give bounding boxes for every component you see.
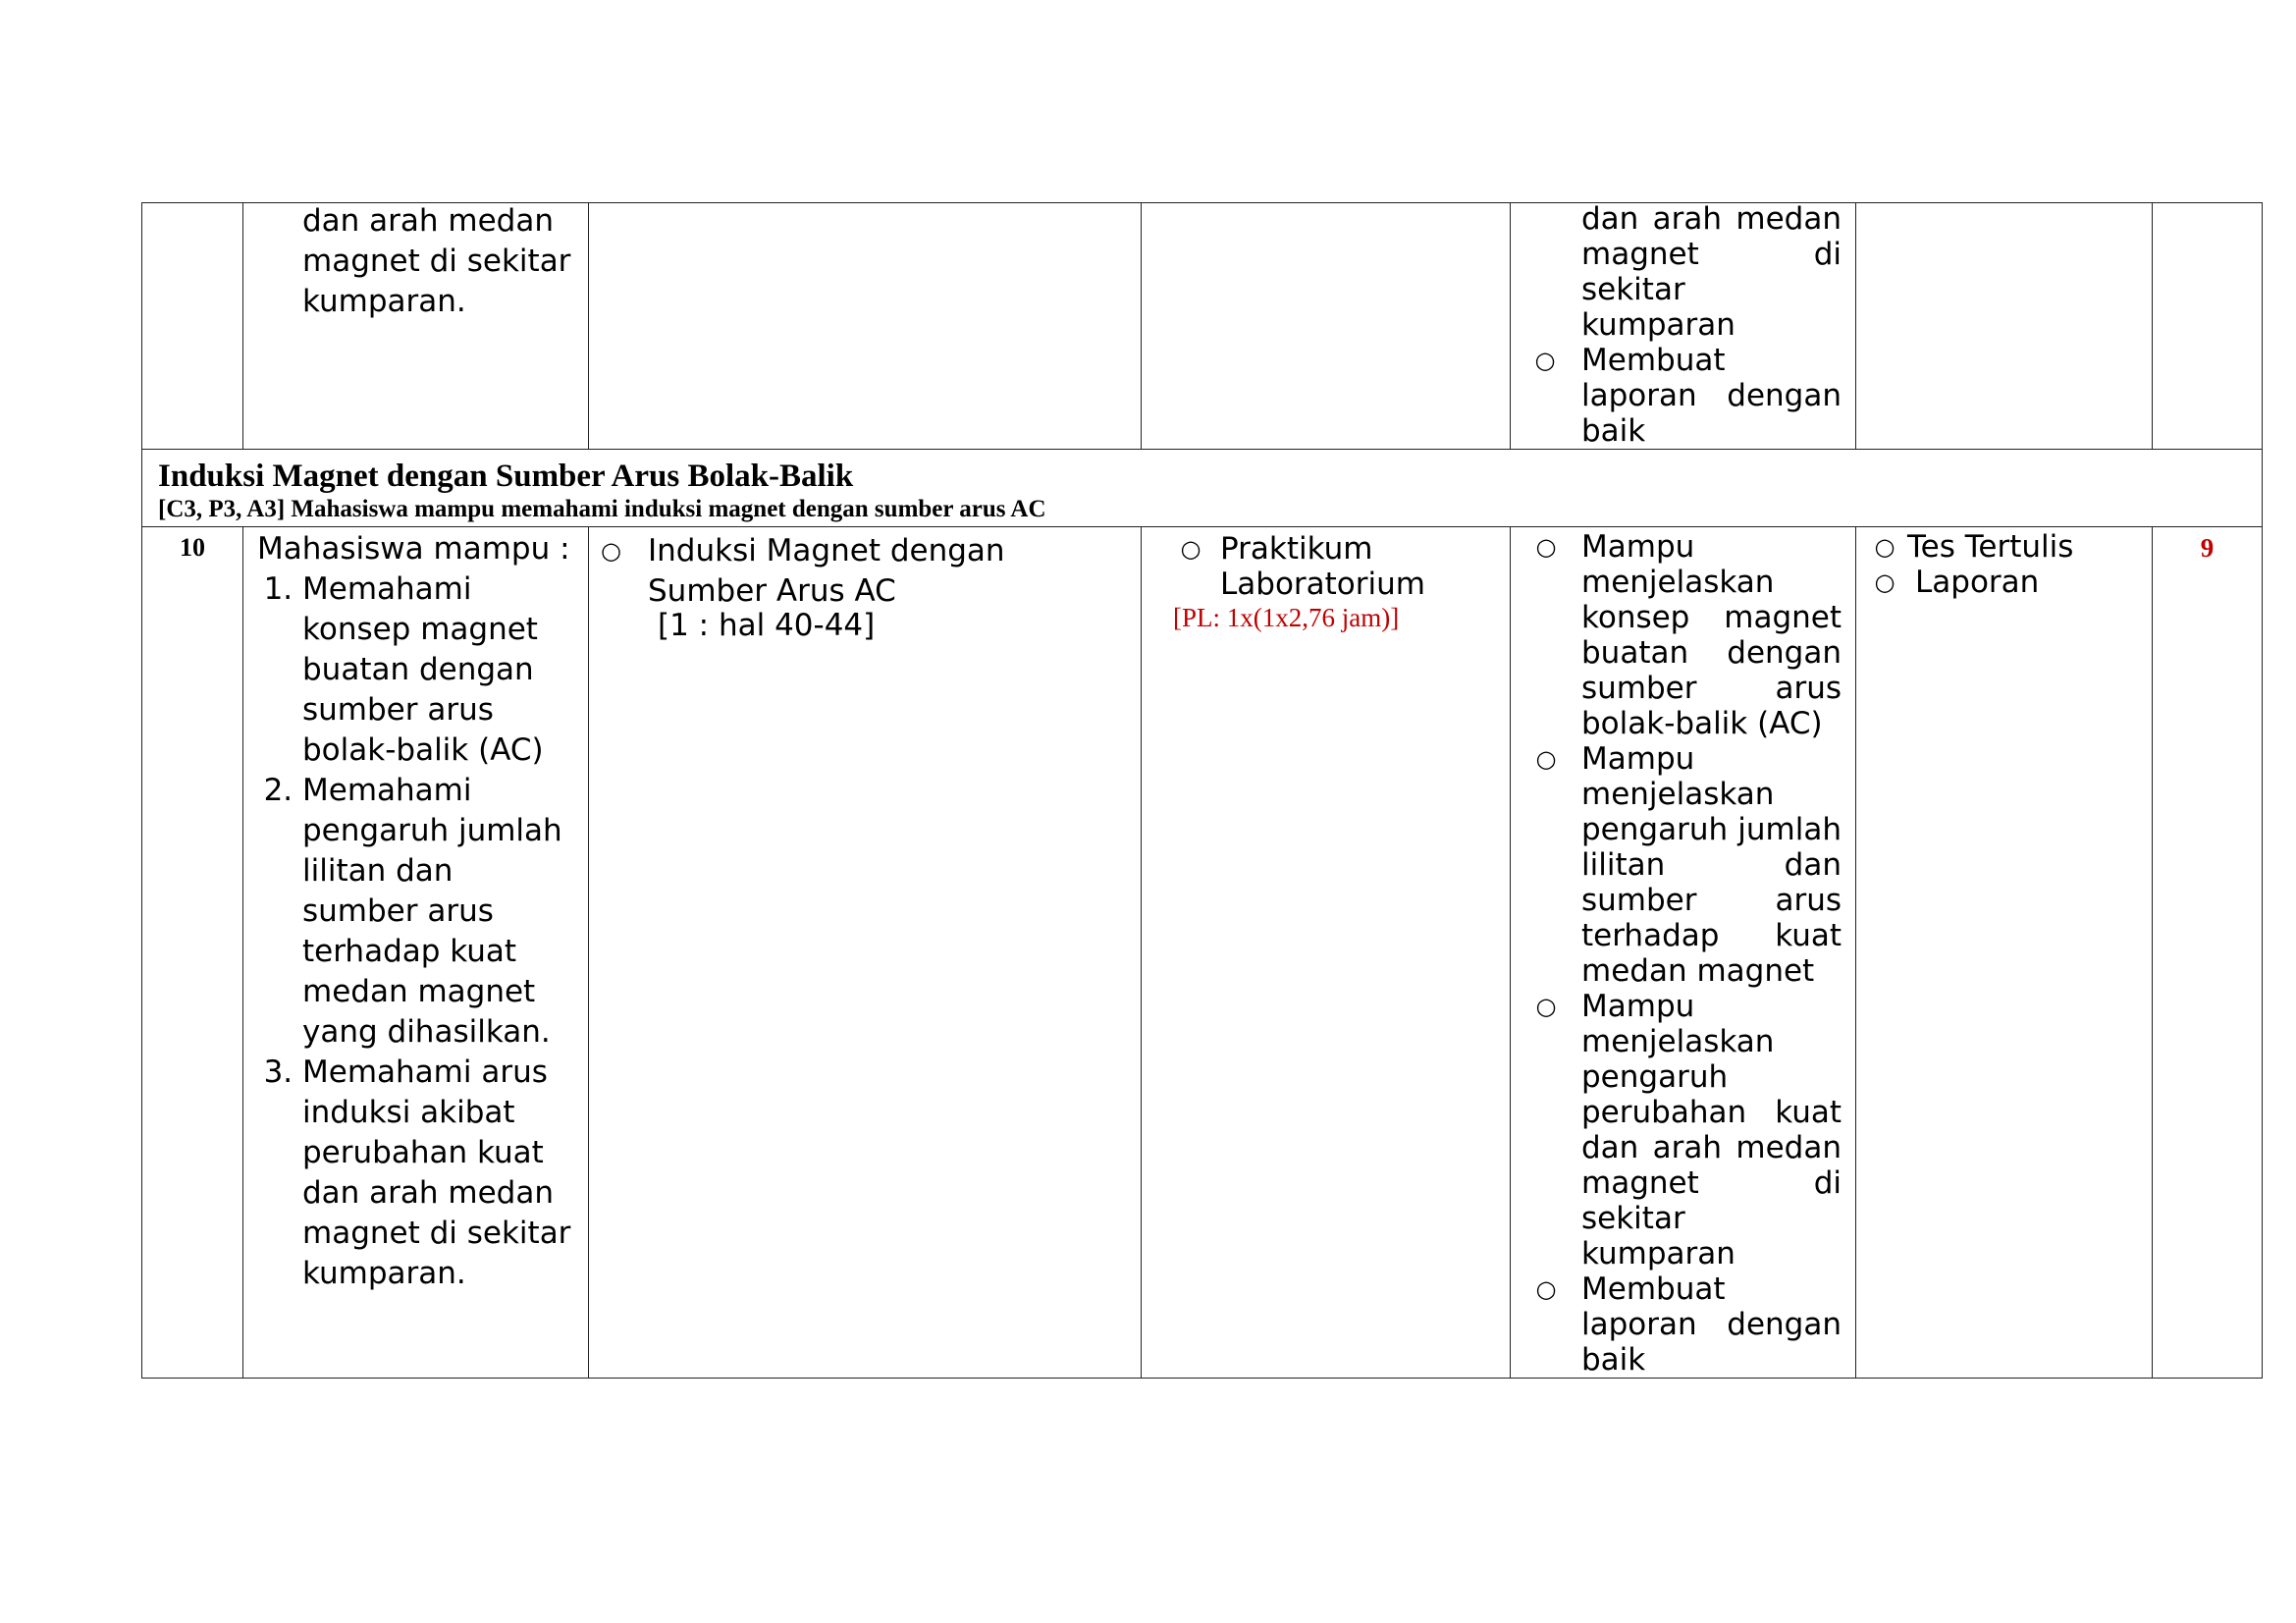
penilaian-item	[1856, 565, 2152, 600]
indikator-cell	[1511, 527, 1856, 1379]
bullet-circle-icon: ○	[1874, 533, 1896, 561]
cont-indikator-cell	[1511, 203, 1856, 450]
indikator-text: Membuat laporan dengan baik	[1581, 1271, 1842, 1378]
penilaian-text: Laporan	[1915, 565, 2040, 600]
cont-bobot-cell	[2153, 203, 2263, 450]
bobot-cell	[2153, 527, 2263, 1379]
kemampuan-list	[243, 569, 588, 1294]
materi-cell	[589, 527, 1142, 1379]
continuation-row	[142, 203, 2263, 450]
cont-indikator-item	[1511, 343, 1855, 449]
bullet-circle-icon: ○	[1535, 533, 1557, 561]
row-number: 10	[180, 533, 205, 562]
bullet-circle-icon: ○	[1180, 535, 1201, 563]
cont-kemampuan-cell	[243, 203, 589, 450]
metode-cell	[1142, 527, 1511, 1379]
metode-text: Praktikum Laboratorium	[1220, 531, 1425, 602]
indikator-item	[1511, 529, 1855, 741]
kemampuan-cell	[243, 527, 589, 1379]
indikator-text: Mampu menjelaskan konsep magnet buatan dengan sumber arus bolak-balik (AC)	[1581, 529, 1842, 741]
bullet-circle-icon: ○	[1534, 347, 1556, 374]
indikator-item	[1511, 741, 1855, 989]
kemampuan-intro: Mahasiswa mampu :	[257, 531, 570, 567]
materi-ref: [1 : hal 40-44]	[658, 608, 876, 643]
section-header-cell	[142, 450, 2263, 527]
rps-table	[141, 202, 2263, 1379]
cont-kemampuan-text: dan arah medan magnet di sekitar kumparan.	[302, 203, 571, 319]
section-title: Induksi Magnet dengan Sumber Arus Bolak-Balik	[158, 459, 854, 494]
section-header-row	[142, 450, 2263, 527]
bullet-circle-icon: ○	[1535, 993, 1557, 1020]
cont-materi-cell	[589, 203, 1142, 450]
cont-indikator-last: Membuat laporan dengan baik	[1581, 343, 1842, 449]
section-subtitle: [C3, P3, A3] Mahasiswa mampu memahami induksi magnet dengan sumber arus AC	[158, 496, 1046, 522]
bullet-circle-icon: ○	[1535, 745, 1557, 773]
penilaian-cell	[1856, 527, 2153, 1379]
materi-item	[599, 531, 1141, 612]
list-item: 1. Memahami konsep magnet buatan dengan sumber arus bolak-balik (AC)	[302, 569, 572, 771]
penilaian-item	[1856, 529, 2152, 565]
indikator-text: Mampu menjelaskan pengaruh jumlah lilitan dan sumber arus terhadap kuat medan magnet	[1581, 741, 1842, 989]
bullet-circle-icon: ○	[601, 537, 621, 565]
bobot-value: 9	[2200, 533, 2215, 563]
cont-indikator-text: dan arah medan magnet di sekitar kumparan	[1581, 201, 1842, 343]
metode-note: [PL: 1x(1x2,76 jam)]	[1173, 603, 1400, 632]
table-row	[142, 527, 2263, 1379]
indikator-text: Mampu menjelaskan pengaruh perubahan kuat dan arah medan magnet di sekitar kumparan	[1581, 989, 1842, 1271]
cont-number-cell	[142, 203, 243, 450]
materi-text: Induksi Magnet dengan Sumber Arus AC	[648, 533, 1005, 609]
indikator-item	[1511, 989, 1855, 1271]
indikator-item	[1511, 1271, 1855, 1378]
list-item: 2. Memahami pengaruh jumlah lilitan dan sumber arus terhadap kuat medan magnet yang dihasilkan.	[302, 771, 572, 1053]
list-item: 3. Memahami arus induksi akibat perubahan kuat dan arah medan magnet di sekitar kumparan.	[302, 1053, 572, 1294]
bullet-circle-icon: ○	[1874, 568, 1896, 596]
penilaian-text: Tes Tertulis	[1907, 529, 2074, 565]
cont-metode-cell	[1142, 203, 1511, 450]
bullet-circle-icon: ○	[1535, 1275, 1557, 1303]
metode-item	[1151, 531, 1510, 602]
cont-penilaian-cell	[1856, 203, 2153, 450]
number-cell	[142, 527, 243, 1379]
